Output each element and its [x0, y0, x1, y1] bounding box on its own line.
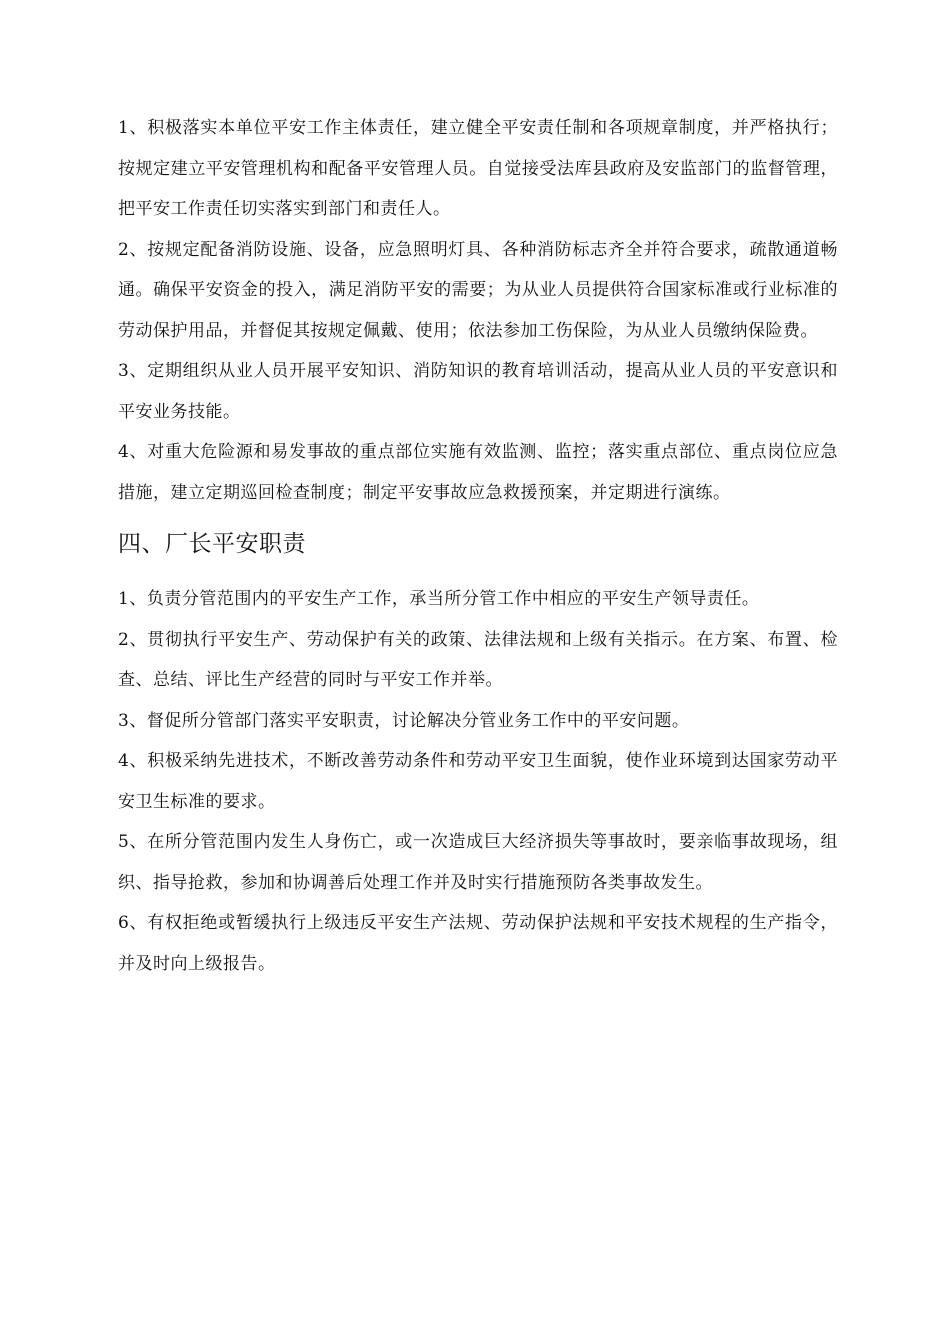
paragraph-item-4: 4、积极采纳先进技术，不断改善劳动条件和劳动平安卫生面貌，使作业环境到达国家劳动平安卫生标准的要求。: [118, 751, 838, 812]
paragraph-item-6: 6、有权拒绝或暂缓执行上级违反平安生产法规、劳动保护法规和平安技术规程的生产指令，并及时向上级报告。: [118, 913, 838, 974]
paragraph-item-1: 1、积极落实本单位平安工作主体责任，建立健全平安责任制和各项规章制度，并严格执行；按规定建立平安管理机构和配备平安管理人员。自觉接受法库县政府及安监部门的监督管理，把平安工作责任切实落实到部门和责任人。: [118, 118, 838, 219]
document-page: [118, 108, 838, 984]
section-three-body: [118, 108, 838, 513]
section-four-body: [118, 579, 838, 984]
section-heading: 四、厂长平安职责: [118, 531, 306, 557]
paragraph-item-3: 3、督促所分管部门落实平安职责，讨论解决分管业务工作中的平安问题。: [118, 710, 690, 731]
paragraph-item-5: 5、在所分管范围内发生人身伤亡，或一次造成巨大经济损失等事故时，要亲临事故现场，组织、指导抢救，参加和协调善后处理工作并及时实行措施预防各类事故发生。: [118, 832, 838, 893]
paragraph-item-3: 3、定期组织从业人员开展平安知识、消防知识的教育培训活动，提高从业人员的平安意识和平安业务技能。: [118, 361, 838, 422]
paragraph-item-2: 2、贯彻执行平安生产、劳动保护有关的政策、法律法规和上级有关指示。在方案、布置、检查、总结、评比生产经营的同时与平安工作并举。: [118, 629, 838, 690]
paragraph-item-4: 4、对重大危险源和易发事故的重点部位实施有效监测、监控；落实重点部位、重点岗位应急措施，建立定期巡回检查制度；制定平安事故应急救援预案，并定期进行演练。: [118, 442, 838, 503]
paragraph-item-2: 2、按规定配备消防设施、设备，应急照明灯具、各种消防标志齐全并符合要求，疏散通道畅通。确保平安资金的投入，满足消防平安的需要；为从业人员提供符合国家标准或行业标准的劳动保护用品，并督促其按规定佩戴、使用；依法参加工伤保险，为从业人员缴纳保险费。: [118, 239, 838, 341]
paragraph-item-1: 1、负责分管范围内的平安生产工作，承当所分管工作中相应的平安生产领导责任。: [118, 589, 760, 609]
